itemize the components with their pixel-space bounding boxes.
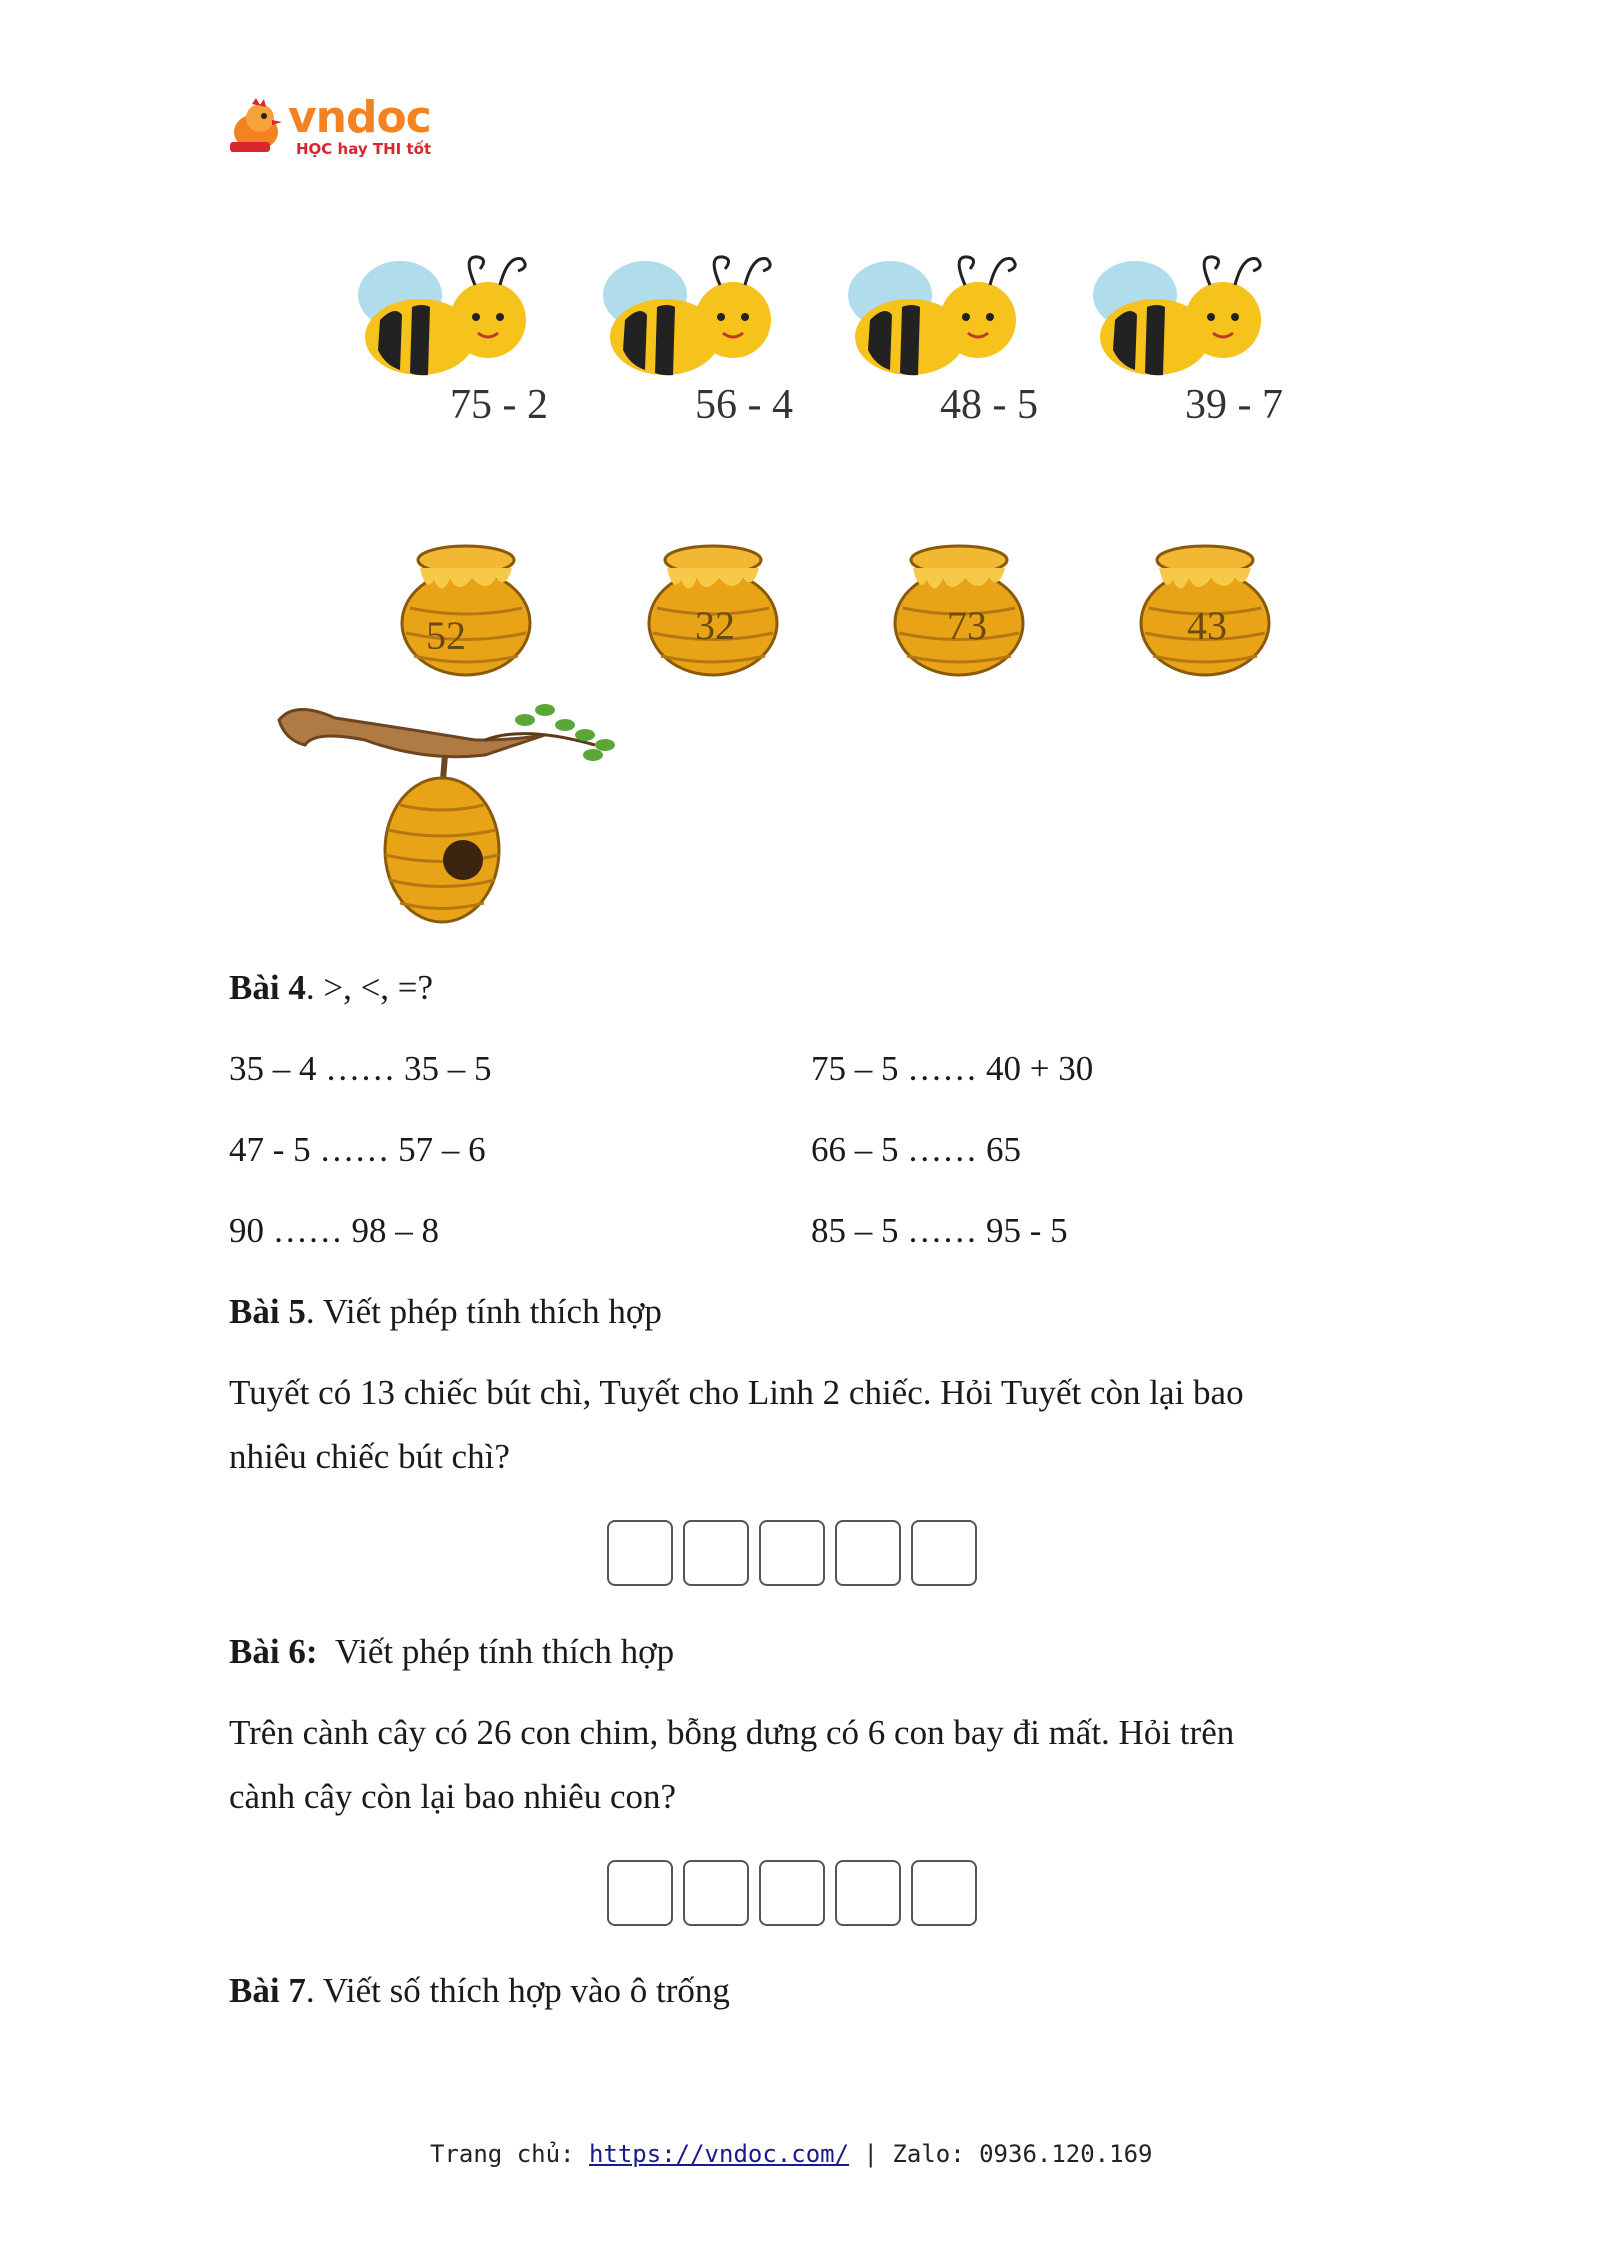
answer-box[interactable] xyxy=(911,1520,977,1586)
honey-pot xyxy=(889,538,1029,678)
answer-box[interactable] xyxy=(759,1860,825,1926)
comparison-item: 47 - 5 …… 57 – 6 xyxy=(229,1130,486,1169)
exercise-label: Bài 6: xyxy=(229,1632,318,1671)
vndoc-logo[interactable] xyxy=(226,92,446,164)
bee-card xyxy=(1085,245,1295,435)
exercise-title: . >, <, =? xyxy=(305,968,434,1007)
homepage-link[interactable]: https://vndoc.com/ xyxy=(588,2140,850,2168)
bee-icon xyxy=(595,245,785,395)
page-footer xyxy=(430,2140,1152,2168)
problem-text: Trên cành cây có 26 con chim, bỗng dưng có 6 con bay đi mất. Hỏi trên xyxy=(229,1713,1235,1752)
bee-expression: 75 - 2 xyxy=(450,382,548,428)
beehive-icon xyxy=(275,700,625,930)
honey-pot xyxy=(396,538,536,678)
footer-contact: | Zalo: 0936.120.169 xyxy=(849,2140,1153,2168)
pot-number: 43 xyxy=(1187,603,1227,648)
bee-icon xyxy=(840,245,1030,395)
comparison-item: 35 – 4 …… 35 – 5 xyxy=(229,1049,492,1088)
answer-boxes xyxy=(607,1520,977,1586)
bee-icon xyxy=(1085,245,1275,395)
comparison-item: 66 – 5 …… 65 xyxy=(811,1130,1021,1169)
answer-box[interactable] xyxy=(683,1860,749,1926)
bee-expression: 56 - 4 xyxy=(695,382,793,428)
answer-box[interactable] xyxy=(911,1860,977,1926)
answer-box[interactable] xyxy=(835,1520,901,1586)
bee-icon xyxy=(350,245,540,395)
bee-card xyxy=(840,245,1050,435)
answer-box[interactable] xyxy=(759,1520,825,1586)
answer-box[interactable] xyxy=(607,1520,673,1586)
comparison-item: 85 – 5 …… 95 - 5 xyxy=(811,1211,1068,1250)
comparison-item: 90 …… 98 – 8 xyxy=(229,1211,439,1250)
problem-text: nhiêu chiếc bút chì? xyxy=(229,1437,510,1476)
bai4-heading xyxy=(229,968,433,1008)
bai6-heading xyxy=(229,1632,674,1672)
exercise-title: Viết phép tính thích hợp xyxy=(334,1632,675,1671)
honey-pot-icon xyxy=(396,538,536,678)
exercise-label: Bài 5 xyxy=(229,1292,306,1331)
exercise-label: Bài 4 xyxy=(229,968,306,1007)
answer-boxes xyxy=(607,1860,977,1926)
honey-pot xyxy=(1135,538,1275,678)
answer-box[interactable] xyxy=(835,1860,901,1926)
answer-box[interactable] xyxy=(607,1860,673,1926)
logo-wordmark: vndoc xyxy=(288,92,431,143)
problem-text: cành cây còn lại bao nhiêu con? xyxy=(229,1777,677,1816)
problem-text: Tuyết có 13 chiếc bút chì, Tuyết cho Linh 2 chiếc. Hỏi Tuyết còn lại bao xyxy=(229,1373,1244,1412)
pot-number: 52 xyxy=(426,613,466,658)
chick-mascot-icon xyxy=(226,96,286,156)
bai5-heading xyxy=(229,1292,662,1332)
pot-number: 73 xyxy=(947,603,987,648)
bee-expression: 48 - 5 xyxy=(940,382,1038,428)
pot-number: 32 xyxy=(695,603,735,648)
bee-card xyxy=(595,245,805,435)
bee-expression: 39 - 7 xyxy=(1185,382,1283,428)
exercise-title: . Viết phép tính thích hợp xyxy=(305,1292,662,1331)
footer-prefix: Trang chủ: xyxy=(430,2140,589,2168)
logo-tagline: HỌC hay THI tốt xyxy=(296,140,432,158)
honey-pot xyxy=(643,538,783,678)
bai7-heading xyxy=(229,1971,730,2011)
answer-box[interactable] xyxy=(683,1520,749,1586)
bee-card xyxy=(350,245,560,435)
exercise-label: Bài 7 xyxy=(229,1971,306,2010)
comparison-item: 75 – 5 …… 40 + 30 xyxy=(811,1049,1094,1088)
exercise-title: . Viết số thích hợp vào ô trống xyxy=(305,1971,730,2010)
